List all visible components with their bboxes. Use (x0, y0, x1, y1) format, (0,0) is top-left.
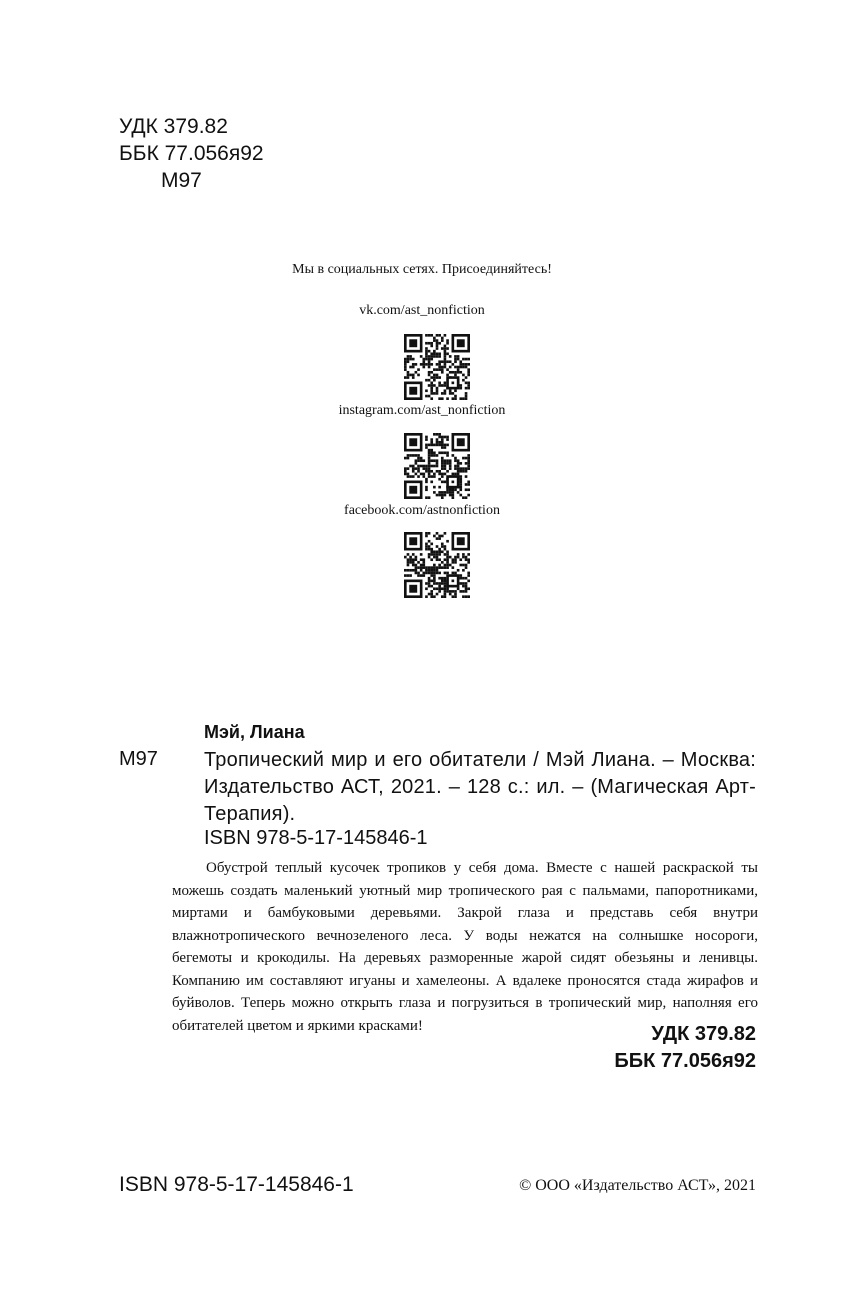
author-mark: М97 (161, 169, 202, 192)
author-mark-side: М97 (119, 748, 158, 770)
classification-right (614, 1021, 756, 1075)
copyright-notice: © ООО «Издательство АСТ», 2021 (519, 1177, 756, 1194)
udk-code: УДК 379.82 (119, 115, 228, 138)
social-title: Мы в социальных сетях. Присоединяйтесь! (292, 262, 552, 277)
isbn-footer: ISBN 978-5-17-145846-1 (119, 1173, 354, 1196)
author-name: Мэй, Лиана (204, 722, 305, 742)
instagram-link[interactable]: instagram.com/ast_nonfiction (338, 403, 506, 418)
udk-code-right: УДК 379.82 (651, 1023, 756, 1045)
isbn-line: ISBN 978-5-17-145846-1 (204, 827, 428, 849)
facebook-link[interactable]: facebook.com/astnonfiction (344, 503, 500, 518)
facebook-qr-code (404, 532, 470, 598)
bibliographic-description: Тропический мир и его обитатели / Мэй Лиана. – Москва: Издательство АСТ, 2021. – 128 с.: ил. – (Магическая Арт-Терапия). (204, 749, 756, 825)
bbk-code: ББК 77.056я92 (119, 142, 264, 165)
vk-qr-code (404, 334, 470, 400)
vk-link[interactable]: vk.com/ast_nonfiction (359, 303, 485, 318)
classification-header (119, 113, 264, 194)
instagram-qr-code (404, 433, 470, 499)
abstract-text: Обустрой теплый кусочек тропиков у себя дома. Вместе с нашей раскраской ты можешь создать маленький уютный мир тропического рая с пальмами, папоротниками, миртами и бамбуковыми деревьями. Закрой глаза и представь себя внутри влажнотропического вечнозеленого леса. У воды нежатся на солнышке носороги, бегемоты и крокодилы. На деревьях разморенные жарой сидят обезьяны и ленивцы. Компанию им составляют игуаны и хамелеоны. А вдалеке проносятся стада жирафов и буйволов. Теперь можно открыть глаза и погрузиться в тропический мир, наполняя его обитателей цветом и яркими красками! (172, 860, 758, 1034)
bbk-code-right: ББК 77.056я92 (614, 1050, 756, 1072)
